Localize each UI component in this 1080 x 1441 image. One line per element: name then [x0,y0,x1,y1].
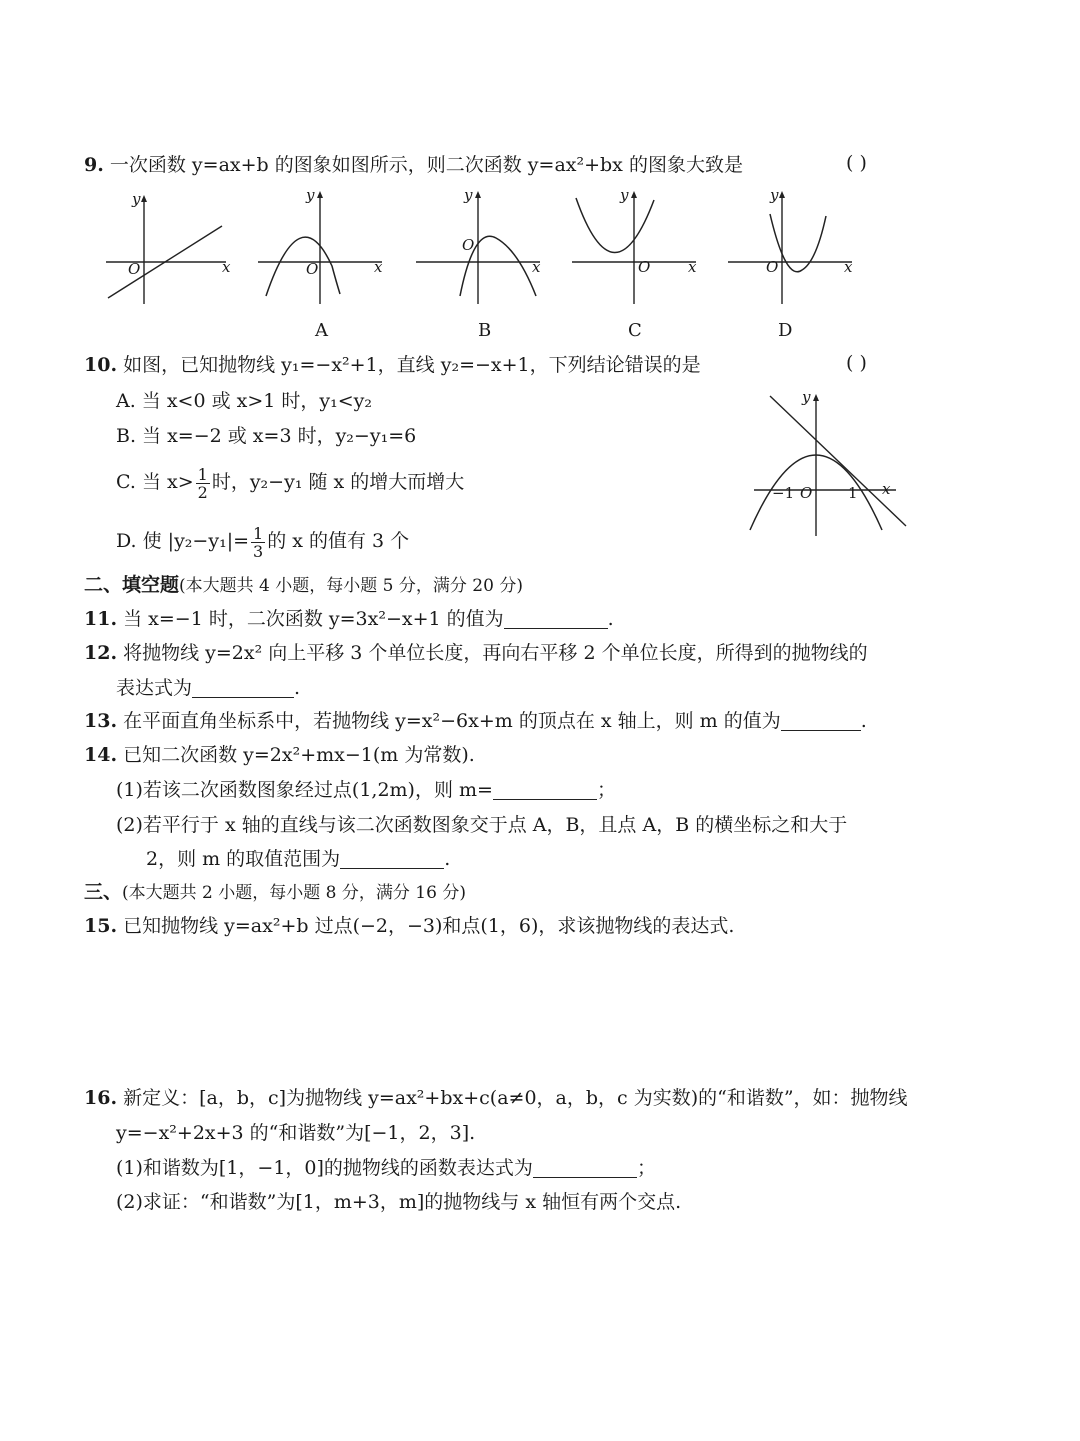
y-label: y [132,190,141,208]
origin-label: O [306,260,319,278]
q12-text2: 表达式为 [116,677,193,699]
q16-part1-end: ； [636,1157,656,1179]
q14-part1-blank[interactable] [493,779,597,800]
q9-option-d-graph[interactable] [726,186,856,306]
q14-part1 [116,777,616,803]
q14-part2: (2)若平行于 x 轴的直线与该二次函数图象交于点 A，B，且点 A，B 的横坐标之和大于 [116,814,848,836]
q11-text: 当 x=−1 时，二次函数 y=3x²−x+1 的值为 [123,608,504,630]
x-label: x [374,258,383,276]
q14-part1-text: (1)若该二次函数图象经过点(1,2m)，则 m= [116,779,493,801]
parabola-up [770,214,826,272]
q16-number: 16. [84,1087,118,1109]
frac-numerator: 1 [253,523,264,543]
section-2-title: 二、填空题 [84,574,180,596]
q16-line2: y=−x²+2x+3 的“和谐数”为[−1，2，3]. [116,1122,476,1144]
parabola-down [266,237,340,296]
q16-part2: (2)求证：“和谐数”为[1，m+3，m]的抛物线与 x 轴恒有两个交点. [116,1191,682,1213]
y-arrow [631,191,637,198]
q10-option-d[interactable] [116,521,409,561]
option-d-post: 的 x 的值有 3 个 [267,530,410,552]
section-3-title: 三、 [84,881,123,903]
q10-text: 如图，已知抛物线 y₁=−x²+1，直线 y₂=−x+1，下列结论错误的是 [123,354,701,376]
q11-answer-blank[interactable] [504,608,608,629]
x-label: x [688,258,697,276]
frac-denominator: 2 [197,482,208,502]
section-3-heading [84,879,466,906]
y-arrow [475,191,481,198]
q16 [84,1085,908,1111]
y-arrow [813,394,819,401]
q10-number: 10. [84,354,118,376]
q11 [84,606,614,632]
q14-text: 已知二次函数 y=2x²+mx−1(m 为常数). [123,744,475,766]
y-arrow [317,191,323,198]
q15-text: 已知抛物线 y=ax²+b 过点(−2，−3)和点(1，6)，求该抛物线的表达式. [123,915,735,937]
q10-option-c[interactable] [116,462,464,502]
q14 [84,742,475,768]
y-label: y [770,186,779,204]
q12-number: 12. [84,642,118,664]
q13-number: 13. [84,710,118,732]
option-b-label[interactable]: B [478,320,492,341]
q13-text: 在平面直角坐标系中，若抛物线 y=x²−6x+m 的顶点在 x 轴上，则 m 的值为 [123,710,781,732]
x-label: x [844,258,853,276]
q12-end: . [294,677,301,699]
q11-number: 11. [84,608,118,630]
q13-answer-blank[interactable] [781,710,861,731]
q15-number: 15. [84,915,118,937]
q12-line2 [116,675,300,701]
q16-part1 [116,1155,656,1181]
q10-option-b[interactable]: B. 当 x=−2 或 x=3 时，y₂−y₁=6 [116,425,417,447]
q14-number: 14. [84,744,118,766]
q14-part2-blank[interactable] [340,848,444,869]
y-arrow [141,195,147,202]
option-d-pre: D. 使 |y₂−y₁|= [116,530,250,552]
fraction-one-half [196,466,210,501]
option-a-label[interactable]: A [315,320,328,341]
q9-stem [84,152,743,178]
neg-one-label: −1 [772,484,795,502]
q9-number: 9. [84,154,104,176]
origin-label: O [638,258,651,276]
q13-end: . [860,710,867,732]
parabola-up [576,198,654,253]
frac-denominator: 3 [253,541,264,561]
section-2-note: (本大题共 4 小题，每小题 5 分，满分 20 分) [179,576,523,596]
q9-line-graph [104,192,234,312]
q10-option-a[interactable]: A. 当 x<0 或 x>1 时，y₁<y₂ [116,390,373,412]
section-2-heading [84,572,523,599]
origin-label: O [128,260,141,278]
q9-option-b-graph[interactable] [414,186,544,306]
x-label: x [882,480,891,498]
origin-label: O [766,258,779,276]
q9-option-c-graph[interactable] [570,186,700,306]
frac-numerator: 1 [197,464,208,484]
q15 [84,913,734,939]
q9-option-a-graph[interactable] [256,186,386,306]
q10-answer-paren[interactable]: ( ) [846,352,867,374]
y-arrow [779,191,785,198]
q10-stem [84,352,701,378]
fraction-one-third [251,525,265,560]
line-y2 [770,396,906,526]
q14-part2b-text: 2，则 m 的取值范围为 [146,848,341,870]
option-c-label[interactable]: C [628,320,642,341]
option-c-post: 时，y₂−y₁ 随 x 的增大而增大 [211,471,465,493]
q12 [84,640,868,666]
q9-answer-paren[interactable]: ( ) [846,152,867,174]
q9-text: 一次函数 y=ax+b 的图象如图所示，则二次函数 y=ax²+bx 的图象大致是 [109,154,743,176]
x-label: x [532,258,541,276]
y-label: y [306,186,315,204]
q14-part2-line2 [146,846,450,872]
option-d-label[interactable]: D [778,320,793,341]
q14-part2-end: . [444,848,451,870]
q16-part1-blank[interactable] [533,1157,637,1178]
q16-part1-text: (1)和谐数为[1，−1，0]的抛物线的函数表达式为 [116,1157,533,1179]
option-c-pre: C. 当 x> [116,471,194,493]
q16-text: 新定义：[a，b，c]为抛物线 y=ax²+bx+c(a≠0，a，b，c 为实数)的“和谐数”，如：抛物线 [123,1087,908,1109]
one-label: 1 [848,484,858,502]
y-label: y [620,186,629,204]
origin-label: O [800,484,813,502]
q13 [84,708,867,734]
q14-part1-end: ； [596,779,616,801]
y-label: y [802,388,811,406]
y-label: y [464,186,473,204]
q10-graph [746,390,916,540]
q12-answer-blank[interactable] [192,677,294,698]
x-label: x [222,258,231,276]
origin-label: O [462,236,475,254]
section-3-note: (本大题共 2 小题，每小题 8 分，满分 16 分) [122,883,466,903]
q12-text: 将抛物线 y=2x² 向上平移 3 个单位长度，再向右平移 2 个单位长度，所得到的抛物线的 [123,642,868,664]
q11-end: . [607,608,614,630]
